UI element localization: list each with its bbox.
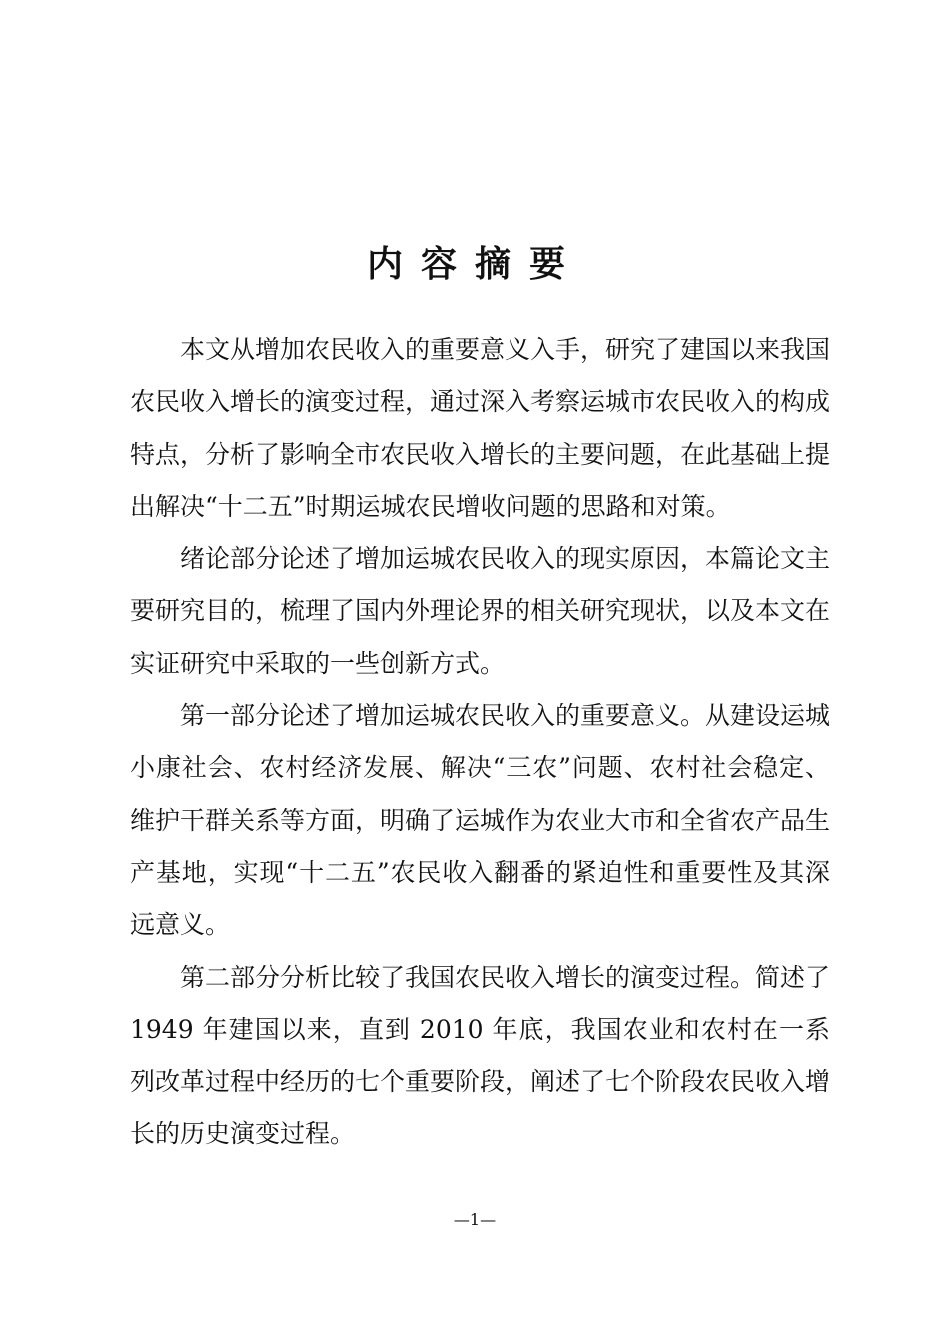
page-title: 内容摘要 bbox=[366, 243, 583, 286]
paragraph-part-two: 第二部分分析比较了我国农民收入增长的演变过程。简述了 1949 年建国以来，直到 2010 年底，我国农业和农村在一系列改革过程中经历的七个重要阶段，阐述了七个阶段农民收入增长的历史演变过程。 bbox=[130, 962, 831, 1149]
paragraph-part-one: 第一部分论述了增加运城农民收入的重要意义。从建设运城小康社会、农村经济发展、解决“三农”问题、农村社会稳定、维护干群关系等方面，明确了运城作为农业大市和全省农产品生产基地，实现“十二五”农民收入翻番的紧迫性和重要性及其深远意义。 bbox=[130, 701, 831, 940]
paragraph-introduction-section: 绪论部分论述了增加运城农民收入的现实原因，本篇论文主要研究目的，梳理了国内外理论界的相关研究现状，以及本文在实证研究中采取的一些创新方式。 bbox=[130, 544, 831, 678]
abstract-body bbox=[130, 324, 830, 1161]
paragraph-intro: 本文从增加农民收入的重要意义入手，研究了建国以来我国农民收入增长的演变过程，通过深入考察运城市农民收入的构成特点，分析了影响全市农民收入增长的主要问题，在此基础上提出解决“十二五”时期运城农民增收问题的思路和对策。 bbox=[130, 335, 831, 521]
page-number: —1— bbox=[453, 1210, 497, 1229]
